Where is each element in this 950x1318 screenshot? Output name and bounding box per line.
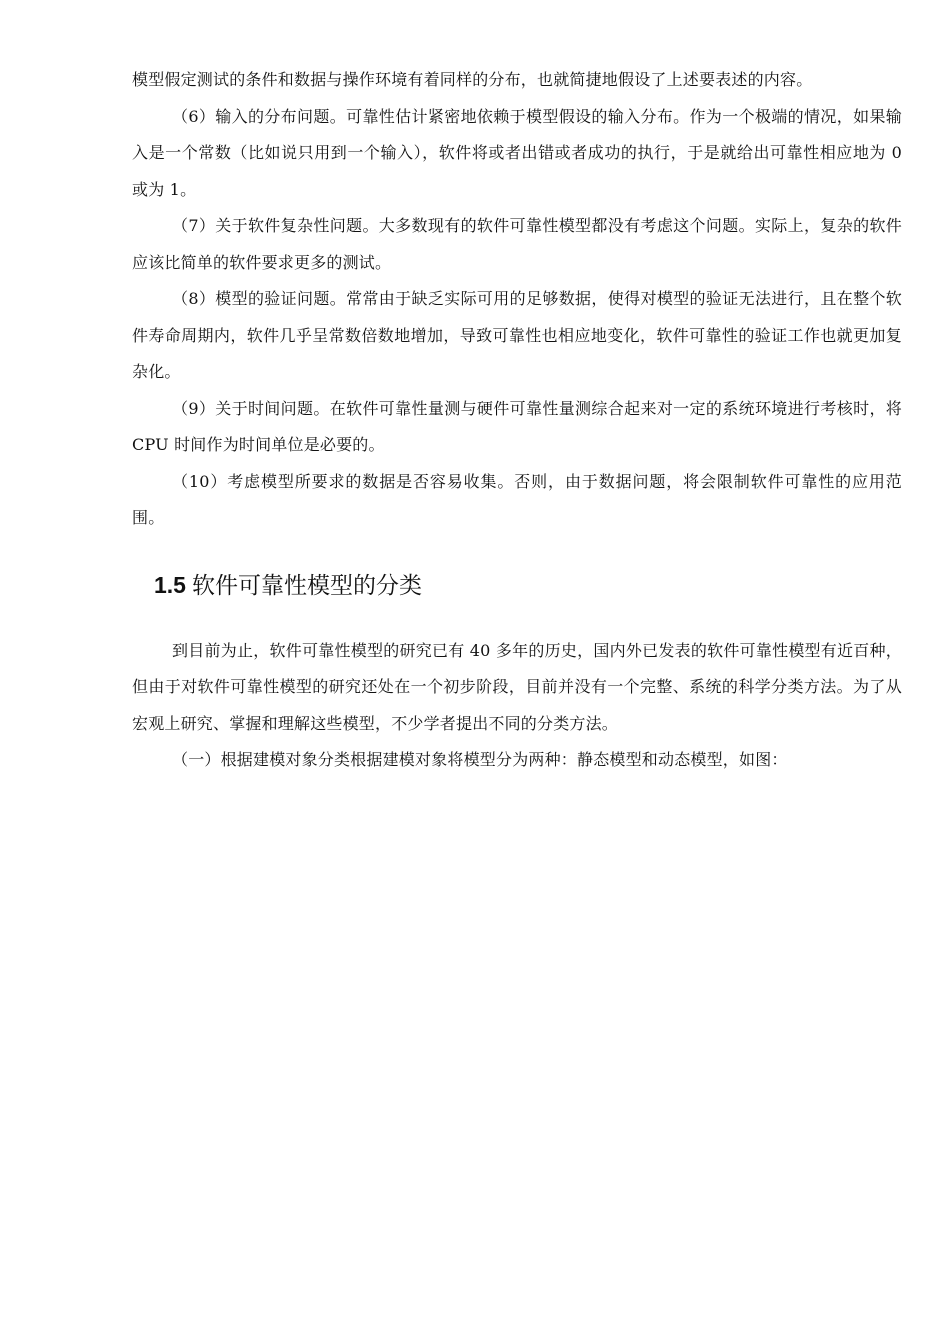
paragraph-item-9: （9）关于时间问题。在软件可靠性量测与硬件可靠性量测综合起来对一定的系统环境进行考核时，将 CPU 时间作为时间单位是必要的。 — [132, 398, 902, 454]
spacer — [132, 537, 902, 567]
paragraph-classification: （一）根据建模对象分类根据建模对象将模型分为两种：静态模型和动态模型，如图： — [172, 750, 788, 769]
paragraph-item-10: （10）考虑模型所要求的数据是否容易收集。否则，由于数据问题，将会限制软件可靠性的应用范围。 — [132, 471, 902, 527]
section-title: 软件可靠性模型的分类 — [191, 572, 422, 599]
paragraph-intro: 到目前为止，软件可靠性模型的研究已有 40 多年的历史，国内外已发表的软件可靠性模型有近百种，但由于对软件可靠性模型的研究还处在一个初步阶段，目前并没有一个完整、系统的科学分类方法。为了从宏观上研究、掌握和理解这些模型，不少学者提出不同的分类方法。 — [132, 640, 902, 733]
spacer — [132, 603, 902, 633]
paragraph-item-8: （8）模型的验证问题。常常由于缺乏实际可用的足够数据，使得对模型的验证无法进行，且在整个软件寿命周期内，软件几乎呈常数倍数地增加，导致可靠性也相应地变化，软件可靠性的验证工作也就更加复杂化。 — [132, 289, 902, 381]
document-body — [132, 62, 902, 779]
paragraph-item-7: （7）关于软件复杂性问题。大多数现有的软件可靠性模型都没有考虑这个问题。实际上，复杂的软件应该比简单的软件要求更多的测试。 — [132, 216, 902, 272]
section-number: 1.5 — [154, 571, 186, 598]
paragraph-item-6: （6）输入的分布问题。可靠性估计紧密地依赖于模型假设的输入分布。作为一个极端的情况，如果输入是一个常数（比如说只用到一个输入），软件将或者出错或者成功的执行，于是就给出可靠性相应地为 0 或为 1。 — [132, 106, 902, 199]
paragraph-continuation: 模型假定测试的条件和数据与操作环境有着同样的分布，也就简捷地假设了上述要表述的内容。 — [132, 70, 813, 89]
section-heading — [132, 567, 902, 603]
